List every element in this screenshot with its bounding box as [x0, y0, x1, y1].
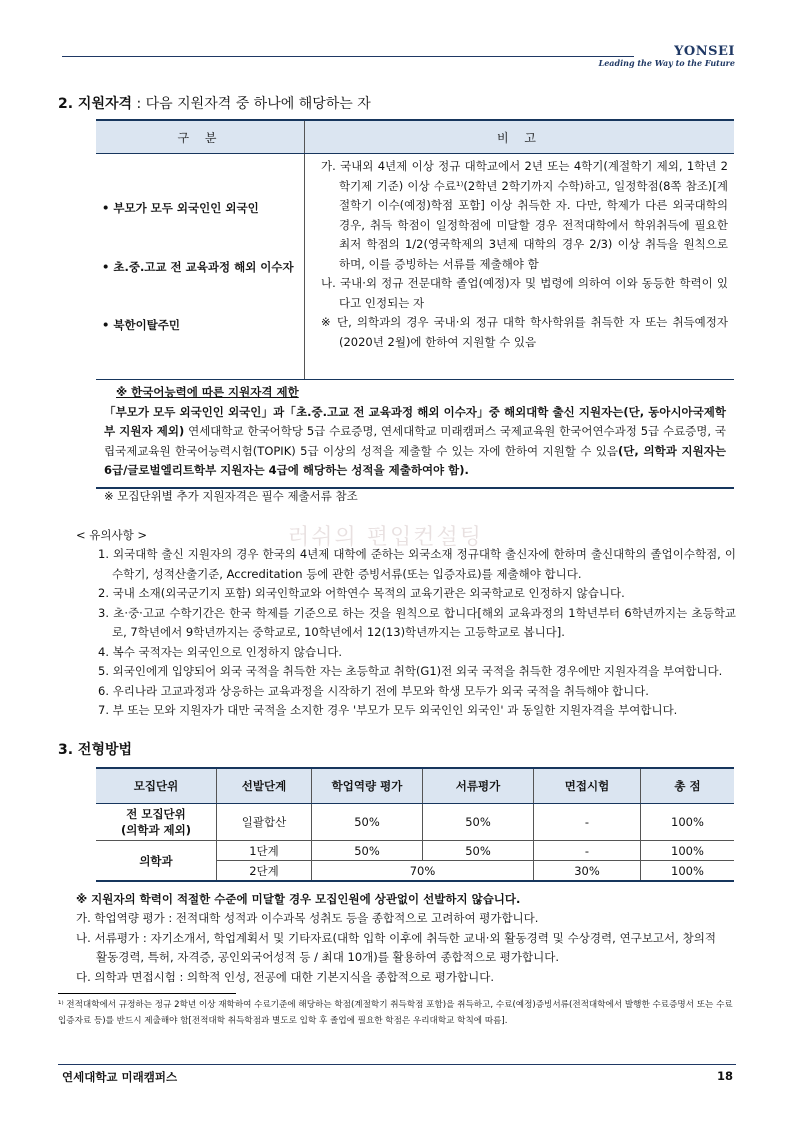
remark-note: ※ 단, 의학과의 경우 국내·외 정규 대학 학사학위를 취득한 자 또는 취득예정자(2020년 2월)에 한하여 지원할 수 있음 — [321, 315, 728, 349]
selection-header-row — [96, 768, 734, 804]
extra-note: ※ 모집단위별 추가 지원자격은 필수 제출서류 참조 — [104, 489, 358, 503]
yonsei-logo — [599, 44, 735, 68]
page-number: 18 — [716, 1069, 733, 1083]
caution-item: 1. 외국대학 출신 지원자의 경우 한국의 4년제 대학에 준하는 외국소재 정규대학 출신자에 한하며 출신대학의 졸업이수학점, 이수학기, 성적산출기준, Accreditation 등에 관한 증빙서류(또는 입증자료)를 제출해야 합니다. — [98, 547, 736, 581]
section2-title — [58, 93, 371, 113]
selection-items — [76, 909, 716, 987]
caution-item: 5. 외국인에게 입양되어 외국 국적을 취득한 자는 초등학교 취학(G1)전 외국 국적을 취득한 경우에만 지원자격을 부여합니다. — [98, 664, 723, 678]
header-category: 구 분 — [96, 120, 305, 154]
header-rule — [62, 56, 634, 57]
footer-school: 연세대학교 미래캠퍼스 — [62, 1070, 178, 1084]
logo-slogan: Leading the Way to the Future — [598, 58, 735, 68]
th-academic: 학업역량 평가 — [312, 768, 423, 804]
selection-item: 다. 의학과 면접시험 : 의학적 인성, 전공에 대한 기본지식을 종합적으로 평가합니다. — [76, 969, 494, 984]
caution-item: 6. 우리나라 고교과정과 상응하는 교육과정을 시작하기 전에 부모와 학생 모두가 외국 국적을 취득해야 합니다. — [98, 683, 649, 698]
row-all-units — [96, 804, 734, 841]
eligibility-table — [96, 119, 734, 489]
cell-interview: - — [534, 841, 641, 861]
category-foreigner: • 부모가 모두 외국인인 외국인 — [102, 201, 259, 215]
th-unit: 모집단위 — [96, 768, 217, 804]
selection-item: 나. 서류평가 : 자기소개서, 학업계획서 및 기타자료(대학 입학 이후에 취득한 교내·외 활동경력 및 수상경력, 연구보고서, 창의적 활동경력, 특허, 자격증, 공인외국어성적 등 / 최대 10개)를 활용하여 종합적으로 평가합니다. — [76, 930, 716, 964]
cell-unit: 전 모집단위 (의학과 제외) — [96, 804, 217, 841]
cell-combined: 70% — [312, 861, 534, 882]
footnote-rule — [58, 993, 236, 994]
caution-item: 4. 복수 국적자는 외국인으로 인정하지 않습니다. — [98, 644, 342, 659]
th-interview: 면접시험 — [534, 768, 641, 804]
cell-docs: 50% — [423, 841, 534, 861]
korean-note-box — [96, 380, 734, 488]
caution-item: 7. 부 또는 모와 지원자가 대만 국적을 소지한 경우 '부모가 모두 외국인인 외국인' 과 동일한 지원자격을 부여합니다. — [98, 703, 678, 717]
selection-warning: ※ 지원자의 학력이 적절한 수준에 미달할 경우 모집인원에 상관없이 선발하지 않습니다. — [76, 892, 521, 906]
cell-academic: 50% — [312, 804, 423, 841]
selection-item: 가. 학업역량 평가 : 전적대학 성적과 이수과목 성취도 등을 종합적으로 고려하여 평가합니다. — [76, 911, 539, 925]
eligibility-header-row — [96, 120, 734, 154]
cell-stage: 2단계 — [217, 861, 312, 882]
korean-note-title: ※ 한국어능력에 따른 지원자격 제한 — [116, 385, 299, 399]
cautions-list — [96, 545, 736, 721]
remark-na: 나. 국내·외 정규 전문대학 졸업(예정)자 및 법령에 의하여 이와 동등한 학력이 있다고 인정되는 자 — [321, 276, 728, 310]
footnote: ¹⁾ 전적대학에서 규정하는 정규 2학년 이상 재학하여 수료기준에 해당하는 학점(계절학기 취득학점 포함)을 취득하고, 수료(예정)증빙서류(전적대학에서 발행한 수료증명서 또는 수료입증자료 등)를 반드시 제출해야 함[전적대학 취득학점과 별도로 입학 후 졸업에 필요한 학점은 우리대학교 학칙에 따름]. — [58, 1000, 733, 1026]
footer-rule — [58, 1064, 736, 1065]
row-medicine-1 — [96, 841, 734, 861]
caution-item: 3. 초·중·고교 수학기간은 한국 학제를 기준으로 하는 것을 원칙으로 합니다[해외 교육과정의 1학년부터 6학년까지는 초등학교로, 7학년에서 9학년까지는 중학교로, 10학년에서 12(13)학년까지는 고등학교로 봅니다]. — [98, 605, 736, 639]
cell-academic: 50% — [312, 841, 423, 861]
header-remarks: 비 고 — [305, 120, 735, 154]
korean-note-text: 연세대학교 한국어학당 5급 수료증명, 연세대학교 미래캠퍼스 국제교육원 한국어연수과정 5급 수료증명, 국립국제교육원 한국어능력시험(TOPIK) 5급 이상의 성적을 제출할 수 있는 자에 한하여 지원할 수 있음 — [104, 424, 726, 458]
cell-stage: 1단계 — [217, 841, 312, 861]
category-defector: • 북한이탈주민 — [102, 318, 181, 332]
caution-item: 2. 국내 소재(외국군기지 포함) 외국인학교와 어학연수 목적의 교육기관은 외국학교로 인정하지 않습니다. — [98, 586, 625, 600]
section2-subtitle: : 다음 지원자격 중 하나에 해당하는 자 — [132, 96, 371, 112]
section3-title: 3. 전형방법 — [58, 742, 133, 758]
cell-total: 100% — [641, 861, 735, 882]
remark-ga: 가. 국내외 4년제 이상 정규 대학교에서 2년 또는 4학기(계절학기 제외, 1학년 2학기제 기준) 이상 수료¹⁾(2학년 2학기까지 수학)하고, 일정학점(8쪽 참조)[계절학기 이수(예정)학점 포함] 이상 취득한 자. 다만, 학제가 다른 외국대학의 경우, 취득 학점이 일정학점에 미달할 경우 전적대학에서 학위취득에 필요한 최저 학점의 1/2(영국학제의 3년제 대학의 경우 2/3) 이상 취득을 원칙으로 하며, 이를 증빙하는 서류를 제출해야 함 — [321, 159, 728, 271]
cautions-title: < 유의사항 > — [76, 528, 148, 542]
category-overseas: • 초.중.고교 전 교육과정 해외 이수자 — [102, 260, 294, 274]
th-stage: 선발단계 — [217, 768, 312, 804]
cell-docs: 50% — [423, 804, 534, 841]
korean-note-bold1: 「부모가 모두 외국인인 외국인」과「초.중.고교 전 교육과정 해외 이수자」중 해외대학 출신 지원자는(단, 동아시아국제학부 지원자 제외) — [104, 404, 726, 438]
cell-interview: 30% — [534, 861, 641, 882]
th-total: 총 점 — [641, 768, 735, 804]
cell-unit-medicine: 의학과 — [96, 841, 217, 882]
cell-interview: - — [534, 804, 641, 841]
eligibility-body-row — [96, 154, 734, 380]
cell-total: 100% — [641, 841, 735, 861]
cell-stage: 일괄합산 — [217, 804, 312, 841]
th-docs: 서류평가 — [423, 768, 534, 804]
korean-note-body — [104, 403, 726, 481]
category-cell — [96, 154, 305, 380]
logo-title: YONSEI — [674, 44, 735, 59]
korean-note-bold2: (단, 의학과 지원자는 6급/글로벌엘리트학부 지원자는 4급에 해당하는 성적을 제출하여야 함). — [104, 443, 726, 477]
korean-note-row — [96, 380, 734, 488]
remarks-cell — [305, 154, 735, 380]
section2-title-text: 2. 지원자격 — [58, 96, 133, 112]
watermark: 러쉬의 편입컨설팅 — [288, 525, 484, 550]
cell-total: 100% — [641, 804, 735, 841]
selection-table — [96, 767, 734, 882]
